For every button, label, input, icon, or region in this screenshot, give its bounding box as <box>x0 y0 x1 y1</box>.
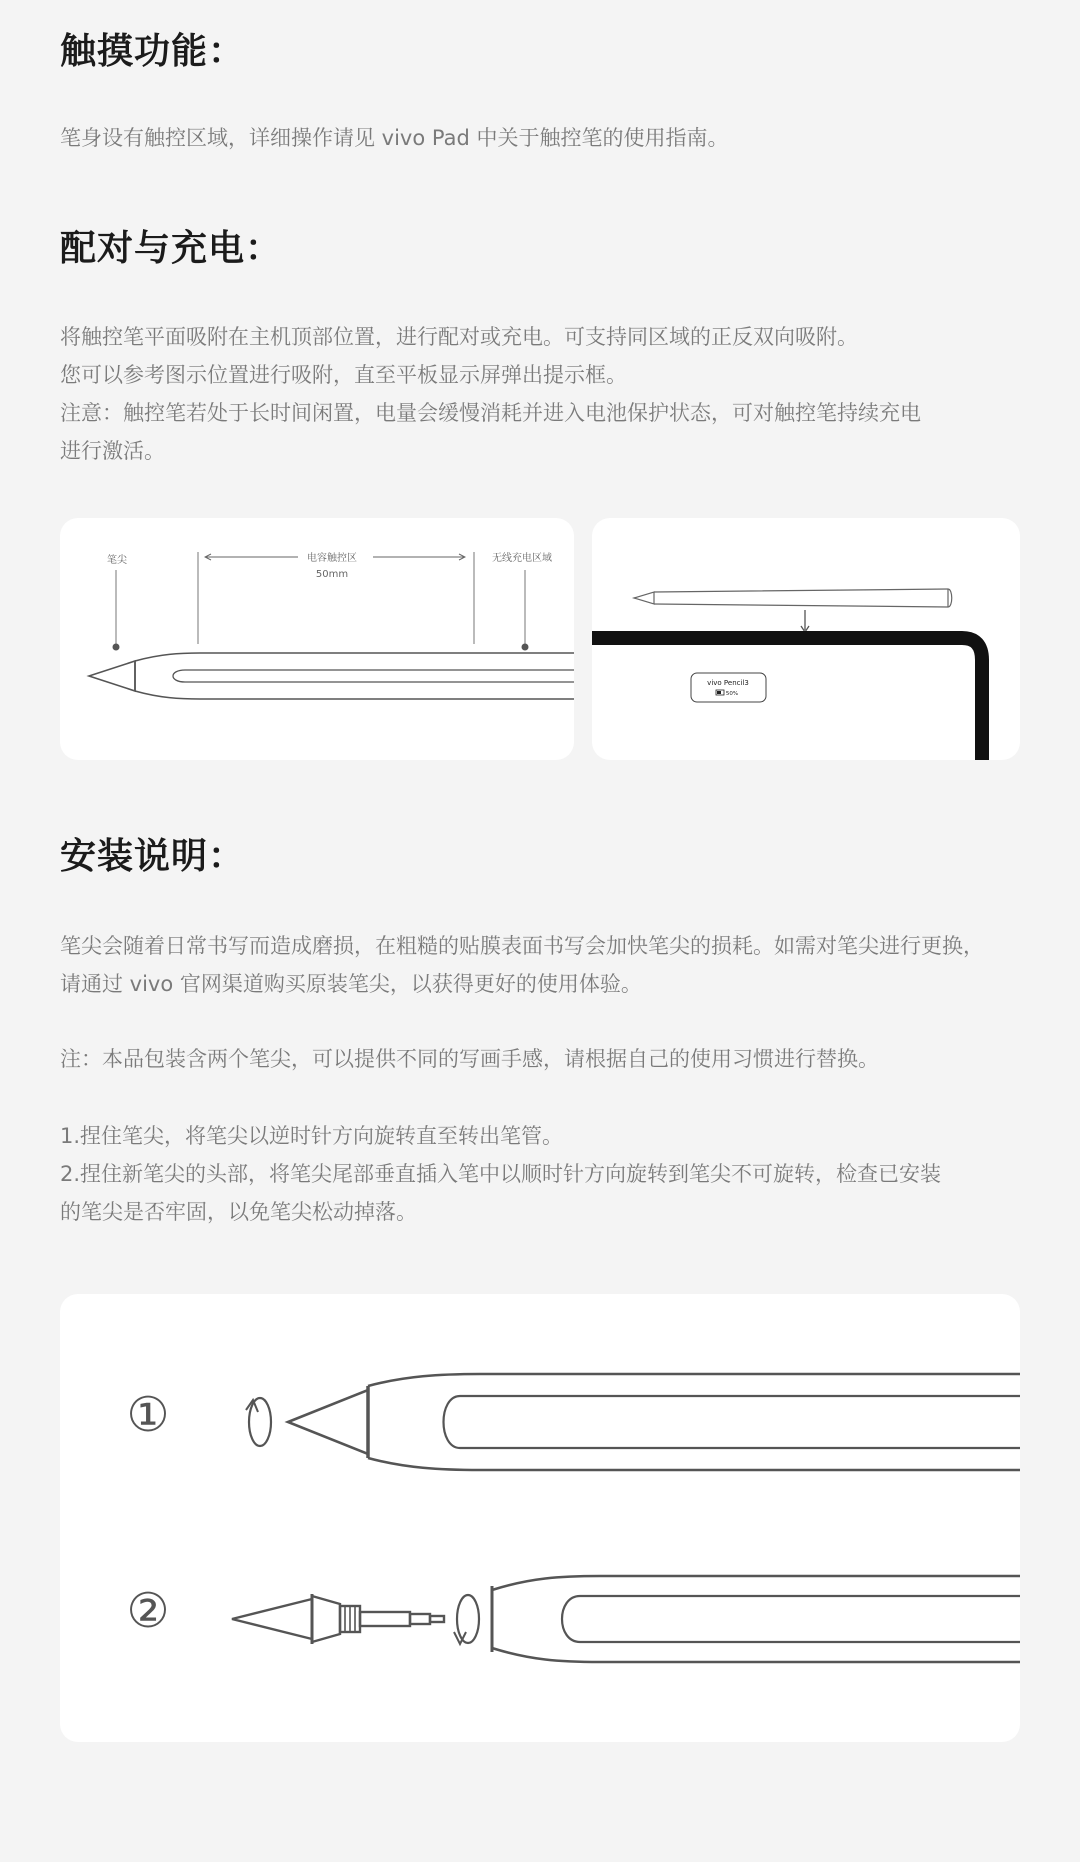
touch-description: 笔身设有触控区域，详细操作请见 vivo Pad 中关于触控笔的使用指南。 <box>60 126 729 150</box>
install-step-2-cont: 的笔尖是否牢固，以免笔尖松动掉落。 <box>60 1200 417 1224</box>
rotate-ccw-icon <box>249 1398 271 1446</box>
pairing-description <box>60 318 921 470</box>
charge-zone-label: 无线充电区域 <box>492 553 552 564</box>
install-line: 笔尖会随着日常书写而造成磨损，在粗糙的贴膜表面书写会加快笔尖的损耗。如需对笔尖进行更换， <box>60 934 984 958</box>
tablet-frame <box>592 638 982 760</box>
install-description <box>60 927 984 1003</box>
touch-zone-size: 50mm <box>315 569 349 580</box>
install-heading: 安装说明： <box>60 836 246 877</box>
pairing-heading: 配对与充电： <box>60 228 283 269</box>
pen-body-step-2 <box>492 1576 1020 1662</box>
popup-battery-level: 50% <box>725 691 739 697</box>
pairing-note-line: 注意：触控笔若处于长时间闲置，电量会缓慢消耗并进入电池保护状态，可对触控笔持续充电 <box>60 401 921 425</box>
pairing-line: 您可以参考图示位置进行吸附，直至平板显示屏弹出提示框。 <box>60 363 627 387</box>
step-1-marker: ① <box>126 1387 170 1443</box>
tip-label: 笔尖 <box>107 555 127 566</box>
pen-step-1 <box>288 1374 1020 1470</box>
install-step-2: 2.捏住新笔尖的头部，将笔尖尾部垂直插入笔中以顺时针方向旋转到笔尖不可旋转，检查已安装 <box>60 1162 942 1186</box>
tablet-attach-diagram <box>592 518 1020 760</box>
pairing-line: 将触控笔平面吸附在主机顶部位置，进行配对或充电。可支持同区域的正反双向吸附。 <box>60 325 858 349</box>
install-line: 请通过 vivo 官网渠道购买原装笔尖，以获得更好的使用体验。 <box>60 972 642 996</box>
nib-replacement-diagram <box>60 1294 1020 1742</box>
rotate-cw-icon <box>457 1595 479 1643</box>
charge-marker <box>522 644 529 651</box>
install-note: 注：本品包装含两个笔尖，可以提供不同的写画手感，请根据自己的使用习惯进行替换。 <box>60 1047 879 1071</box>
touch-heading: 触摸功能： <box>60 31 246 72</box>
pen-illustration <box>89 653 574 699</box>
pairing-note-line: 进行激活。 <box>60 439 165 463</box>
touch-zone-label: 电容触控区 <box>307 553 357 564</box>
step-2-marker: ② <box>126 1583 170 1639</box>
tip-marker <box>113 644 120 651</box>
install-steps <box>60 1117 941 1231</box>
pen-zones-diagram <box>60 518 574 760</box>
popup-device-name: vivo Pencil3 <box>707 679 749 687</box>
pairing-popup <box>691 673 766 702</box>
floating-pen <box>634 589 952 607</box>
install-step-1: 1.捏住笔尖，将笔尖以逆时针方向旋转直至转出笔管。 <box>60 1124 564 1148</box>
new-nib <box>232 1594 444 1644</box>
